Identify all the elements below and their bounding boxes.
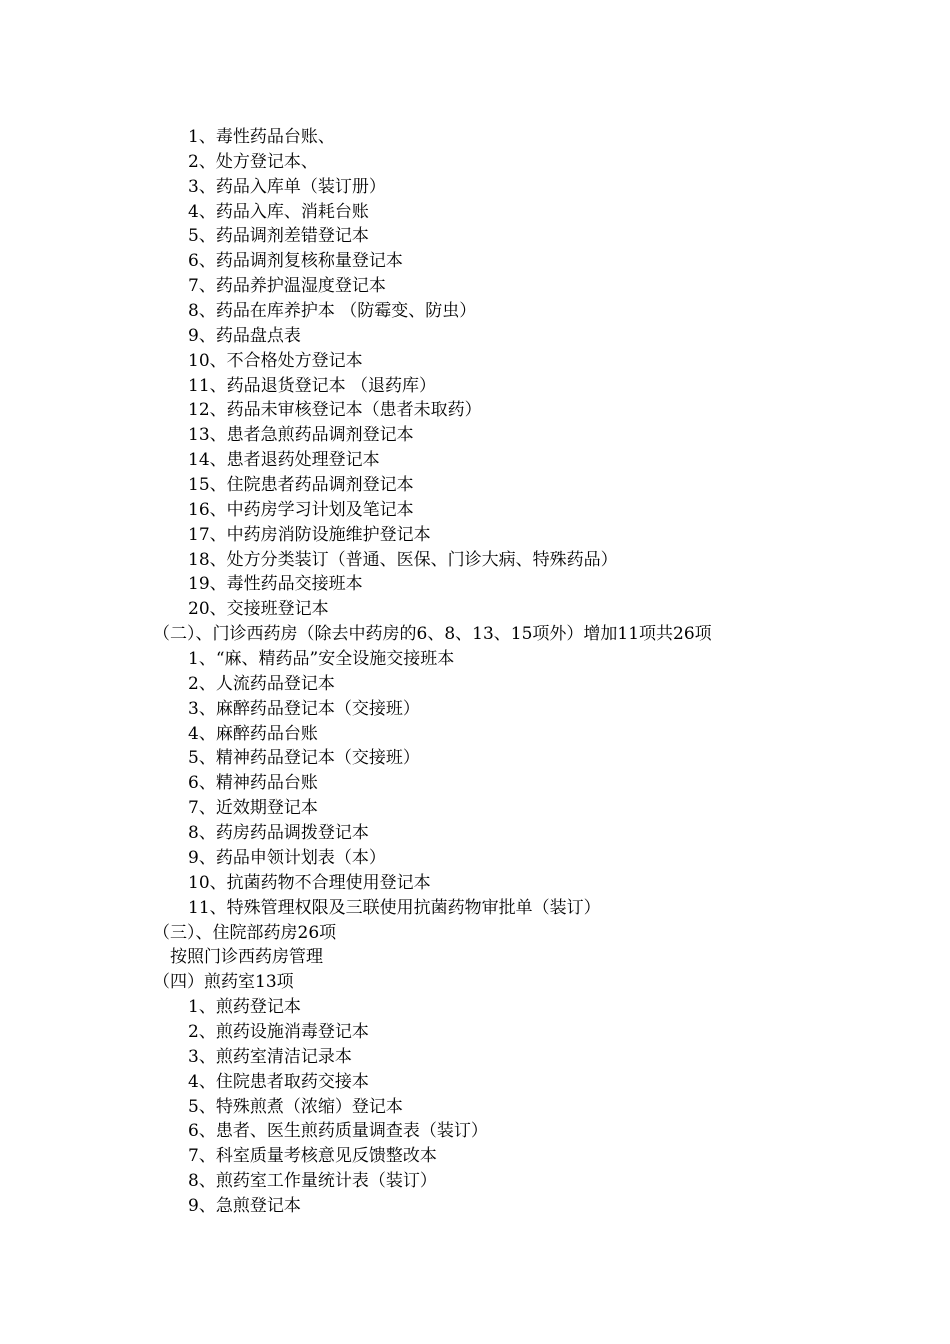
list-item: 6、药品调剂复核称量登记本 (188, 251, 403, 272)
list-item: 13、患者急煎药品调剂登记本 (188, 425, 414, 446)
list-item: 2、人流药品登记本 (188, 673, 335, 694)
list-item: 1、“麻、精药品”安全设施交接班本 (188, 649, 455, 670)
list-item: 4、住院患者取药交接本 (188, 1071, 369, 1092)
list-item: 2、煎药设施消毒登记本 (188, 1021, 369, 1042)
list-item: 8、药房药品调拨登记本 (188, 823, 369, 844)
list-item: 12、药品未审核登记本（患者未取药） (188, 400, 482, 421)
list-item: 8、煎药室工作量统计表（装订） (188, 1171, 437, 1192)
list-item: 9、药品盘点表 (188, 325, 301, 346)
list-item: 7、科室质量考核意见反馈整改本 (188, 1146, 437, 1167)
list-item: 3、药品入库单（装订册） (188, 176, 386, 197)
section4-heading: （四）煎药室13项 (153, 972, 294, 993)
list-item: 18、处方分类装订（普通、医保、门诊大病、特殊药品） (188, 549, 618, 570)
list-item: 19、毒性药品交接班本 (188, 574, 363, 595)
list-item: 7、药品养护温湿度登记本 (188, 276, 386, 297)
document-page (0, 125, 950, 1219)
list-item: 11、药品退货登记本 （退药库） (188, 375, 437, 396)
list-item: 6、精神药品台账 (188, 773, 318, 794)
list-item: 1、煎药登记本 (188, 997, 301, 1018)
list-item: 17、中药房消防设施维护登记本 (188, 524, 431, 545)
list-item: 4、麻醉药品台账 (188, 723, 318, 744)
list-item: 10、不合格处方登记本 (188, 350, 363, 371)
list-item: 2、处方登记本、 (188, 151, 318, 172)
list-item: 20、交接班登记本 (188, 599, 329, 620)
list-item: 8、药品在库养护本 （防霉变、防虫） (188, 301, 477, 322)
list-item: 5、特殊煎煮（浓缩）登记本 (188, 1096, 403, 1117)
list-item: 16、中药房学习计划及笔记本 (188, 499, 414, 520)
list-item: 9、急煎登记本 (188, 1195, 301, 1216)
list-item: 10、抗菌药物不合理使用登记本 (188, 872, 431, 893)
section2-heading: （二）、门诊西药房（除去中药房的6、8、13、15项外）增加11项共26项 (153, 624, 712, 645)
list-item: 3、煎药室清洁记录本 (188, 1046, 352, 1067)
section1-list (0, 125, 950, 622)
list-item: 5、精神药品登记本（交接班） (188, 748, 420, 769)
section3-heading: （三）、住院部药房26项 (153, 922, 337, 943)
list-item: 4、药品入库、消耗台账 (188, 201, 369, 222)
list-item: 9、药品申领计划表（本） (188, 847, 386, 868)
list-item: 15、住院患者药品调剂登记本 (188, 475, 414, 496)
list-item: 6、患者、医生煎药质量调查表（装订） (188, 1121, 488, 1142)
section4-list (0, 995, 950, 1219)
list-item: 11、特殊管理权限及三联使用抗菌药物审批单（装订） (188, 897, 601, 918)
list-item: 1、毒性药品台账、 (188, 127, 335, 147)
list-item: 5、药品调剂差错登记本 (188, 226, 369, 247)
list-item: 3、麻醉药品登记本（交接班） (188, 698, 420, 719)
list-item: 7、近效期登记本 (188, 798, 318, 819)
section2-list (0, 647, 950, 920)
list-item: 14、患者退药处理登记本 (188, 450, 380, 471)
section3-note: 按照门诊西药房管理 (170, 947, 323, 968)
